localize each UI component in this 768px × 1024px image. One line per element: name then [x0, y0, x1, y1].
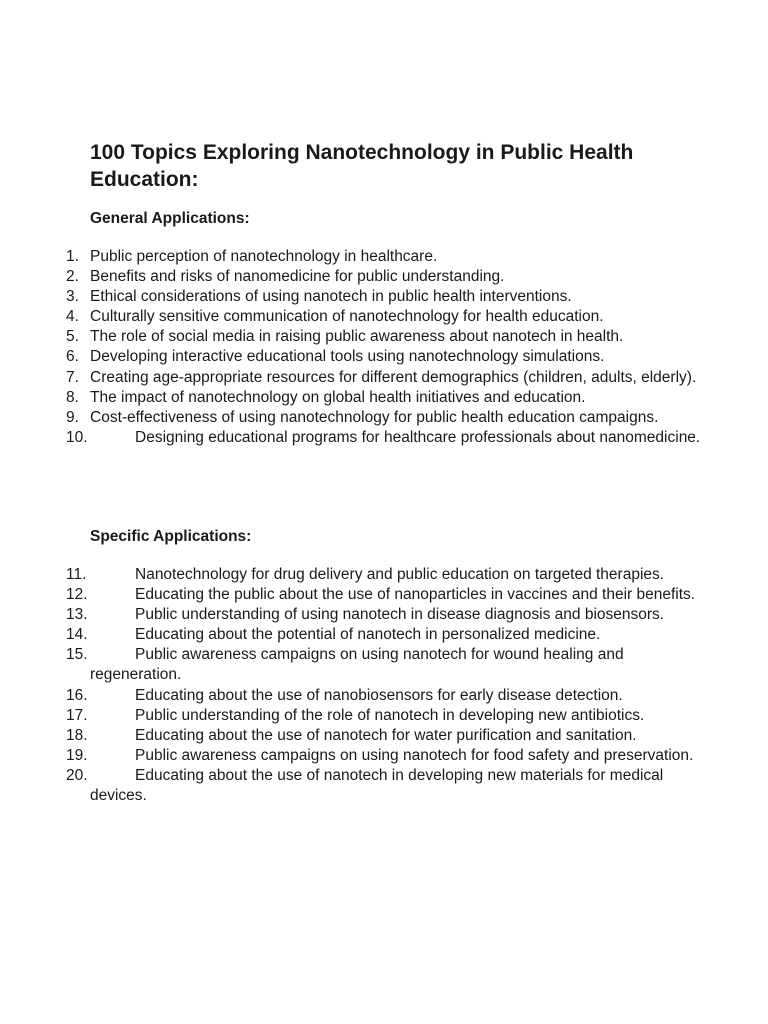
list-item [0, 686, 768, 706]
list-item [0, 428, 768, 448]
list-item-number: 3. [66, 288, 79, 306]
list-item-number: 14. [66, 626, 88, 644]
list-item-text: Public understanding of using nanotech in disease diagnosis and biosensors. [135, 606, 665, 624]
list-item [0, 327, 768, 347]
list-item-text: Educating about the use of nanobiosensors for early disease detection. [135, 686, 623, 704]
list-item-text: Educating about the potential of nanotech in personalized medicine. [135, 626, 601, 644]
list-item-number: 4. [66, 308, 79, 326]
section-heading-general: General Applications: [90, 210, 250, 227]
list-item-number: 17. [66, 706, 88, 724]
list-item [0, 766, 768, 806]
list-item [0, 388, 768, 408]
list-item [0, 585, 768, 605]
list-item-number: 11. [66, 566, 87, 583]
list-item-number: 2. [66, 268, 79, 286]
list-item [0, 347, 768, 367]
list-item-text: Public understanding of the role of nanotech in developing new antibiotics. [135, 706, 645, 724]
list-item-number: 6. [66, 348, 79, 366]
list-item-number: 9. [66, 408, 79, 426]
list-item-text: Public awareness campaigns on using nanotech for wound healing and regeneration. [90, 646, 624, 684]
list-item-number: 15. [66, 646, 88, 664]
list-item-text: The impact of nanotechnology on global health initiatives and education. [90, 388, 586, 406]
list-item-text: Designing educational programs for healthcare professionals about nanomedicine. [135, 428, 701, 446]
list-item [0, 247, 768, 267]
list-item-number: 1. [66, 248, 79, 265]
list-item-text: Public awareness campaigns on using nanotech for food safety and preservation. [135, 746, 694, 764]
list-item [0, 706, 768, 726]
specific-applications-list [0, 565, 768, 806]
list-item [0, 605, 768, 625]
list-item-number: 5. [66, 328, 79, 346]
list-item-number: 20. [66, 766, 88, 784]
list-item [0, 565, 768, 585]
list-item [0, 726, 768, 746]
list-item-number: 19. [66, 746, 88, 764]
list-item [0, 307, 768, 327]
list-item-number: 13. [66, 606, 88, 624]
general-applications-list [0, 247, 768, 448]
list-item-text: The role of social media in raising public awareness about nanotech in health. [90, 328, 624, 346]
section-heading-specific: Specific Applications: [90, 528, 252, 545]
list-item-text: Educating about the use of nanotech for water purification and sanitation. [135, 726, 637, 744]
list-item-number: 18. [66, 726, 88, 744]
list-item-text: Public perception of nanotechnology in healthcare. [90, 248, 438, 265]
list-item-text: Nanotechnology for drug delivery and public education on targeted therapies. [135, 566, 665, 583]
list-item [0, 408, 768, 428]
list-item-text: Educating about the use of nanotech in developing new materials for medical devices. [90, 766, 664, 805]
list-item-text: Creating age-appropriate resources for different demographics (children, adults, elderly). [90, 368, 697, 386]
list-item-text: Developing interactive educational tools using nanotechnology simulations. [90, 348, 605, 366]
list-item [0, 267, 768, 287]
list-item-text: Culturally sensitive communication of nanotechnology for health education. [90, 308, 604, 326]
list-item [0, 368, 768, 388]
list-item-text: Educating the public about the use of nanoparticles in vaccines and their benefits. [135, 586, 696, 604]
document-title: 100 Topics Exploring Nanotechnology in Public Health Education: [90, 141, 634, 191]
list-item-number: 10. [66, 428, 88, 446]
list-item [0, 625, 768, 645]
list-item-text: Cost-effectiveness of using nanotechnology for public health education campaigns. [90, 408, 659, 426]
list-item-number: 7. [66, 368, 79, 386]
list-item [0, 287, 768, 307]
list-item-number: 8. [66, 388, 79, 406]
list-item-text: Ethical considerations of using nanotech in public health interventions. [90, 288, 572, 306]
list-item-number: 16. [66, 686, 88, 704]
list-item-number: 12. [66, 586, 88, 604]
list-item-text: Benefits and risks of nanomedicine for public understanding. [90, 268, 505, 286]
list-item [0, 645, 768, 685]
list-item [0, 746, 768, 766]
